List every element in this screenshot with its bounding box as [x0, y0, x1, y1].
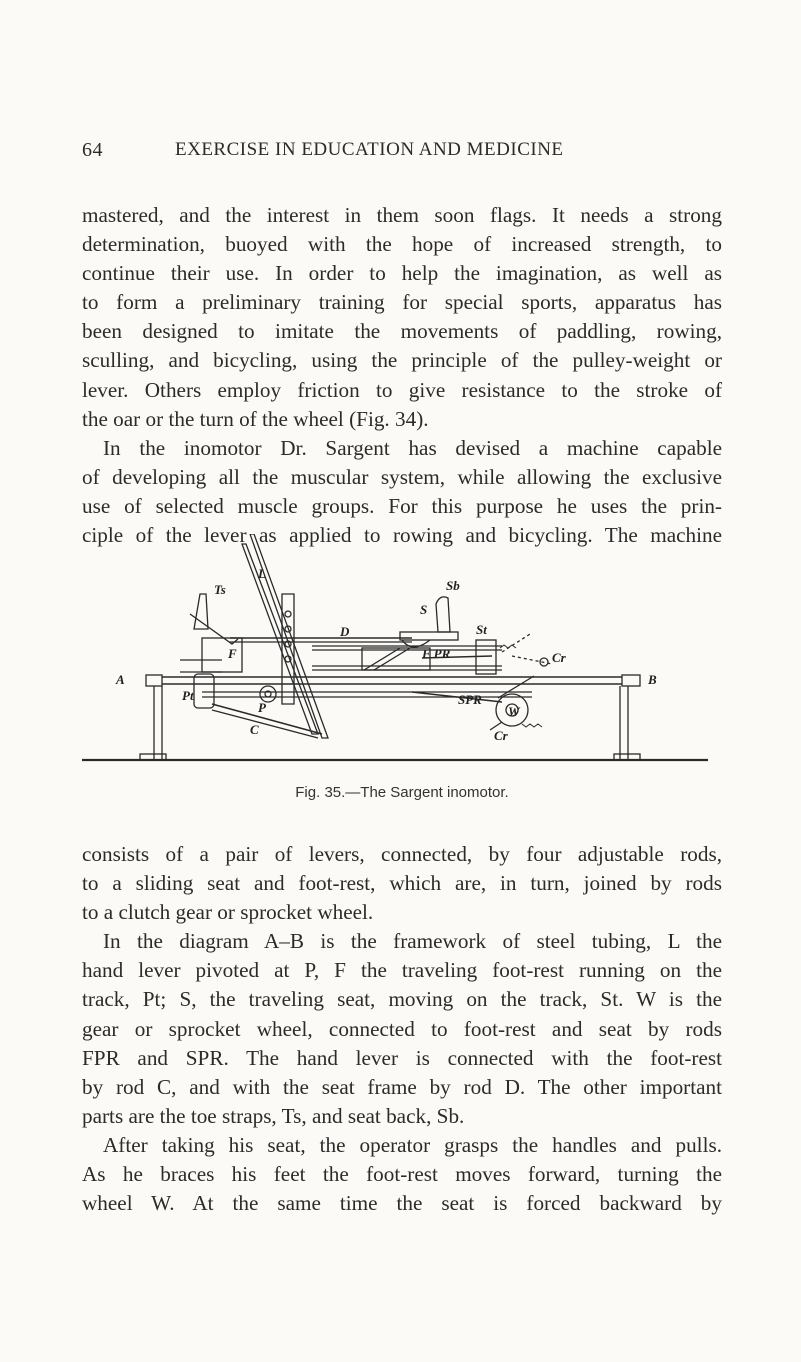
label-FPR: F PR — [422, 646, 451, 661]
text-line: by rod C, and with the seat frame by rod D. The other important — [82, 1074, 722, 1099]
text-line: lever. Others employ friction to give resistance to the stroke of — [82, 377, 722, 402]
text-line: the oar or the turn of the wheel (Fig. 34). — [82, 406, 429, 431]
text-line: In the inomotor Dr. Sargent has devised a machine capable — [103, 435, 722, 460]
text-line: track, Pt; S, the traveling seat, moving on the track, St. W is the — [82, 987, 722, 1012]
text-line: As he braces his feet the foot-rest moves forward, turning the — [82, 1162, 722, 1187]
page-number: 64 — [82, 139, 103, 161]
text-line: determination, buoyed with the hope of increased strength, to — [82, 232, 722, 257]
label-C: C — [250, 722, 259, 737]
label-D: D — [340, 624, 350, 639]
text-block-bottom — [82, 840, 722, 1218]
text-line: parts are the toe straps, Ts, and seat back, Sb. — [82, 1103, 465, 1128]
text-line: to a sliding seat and foot-rest, which are, in turn, joined by rods — [82, 871, 722, 896]
text-line: In the diagram A–B is the framework of steel tubing, L the — [103, 929, 722, 954]
label-B: B — [648, 672, 657, 687]
text-line: been designed to imitate the movements of paddling, rowing, — [82, 319, 722, 344]
text-line: mastered, and the interest in them soon flags. It needs a strong — [82, 203, 722, 227]
text-line: After taking his seat, the operator grasps the handles and pulls. — [103, 1132, 722, 1157]
label-Cr-top: Cr — [552, 650, 566, 665]
label-W: W — [508, 704, 520, 719]
text-line: to form a preliminary training for special sports, apparatus has — [82, 290, 722, 315]
label-Ts: Ts — [214, 582, 226, 597]
inomotor-line-drawing — [82, 534, 722, 774]
label-A: A — [116, 672, 125, 687]
label-S: S — [420, 602, 428, 617]
label-Pt: Pt — [182, 688, 194, 703]
text-line: sculling, and bicycling, using the principle of the pulley-weight or — [82, 348, 722, 373]
text-line: wheel W. At the same time the seat is forced backward by — [82, 1191, 722, 1216]
page-header — [82, 139, 722, 163]
label-Cr-bottom: Cr — [494, 728, 508, 743]
inomotor-diagram — [82, 534, 722, 774]
text-line: use of selected muscle groups. For this purpose he uses the prin- — [82, 493, 722, 518]
figure-caption: Fig. 35.—The Sargent inomotor. — [295, 784, 509, 801]
text-block-top — [82, 201, 722, 550]
label-F: F — [228, 646, 237, 661]
label-L: L — [258, 566, 266, 581]
text-line: of developing all the muscular system, while allowing the exclusive — [82, 464, 722, 489]
text-line: gear or sprocket wheel, connected to foot-rest and seat by rods — [82, 1016, 722, 1041]
label-Sb: Sb — [446, 578, 460, 593]
text-line: FPR and SPR. The hand lever is connected with the foot-rest — [82, 1045, 722, 1070]
text-line: to a clutch gear or sprocket wheel. — [82, 900, 374, 925]
label-SPR: SPR — [458, 692, 482, 707]
text-line: consists of a pair of levers, connected, by four adjustable rods, — [82, 842, 722, 866]
text-line: hand lever pivoted at P, F the traveling foot-rest running on the — [82, 958, 722, 983]
text-line: continue their use. In order to help the imagination, as well as — [82, 261, 722, 286]
label-P: P — [258, 700, 266, 715]
running-title: EXERCISE IN EDUCATION AND MEDICINE — [175, 139, 564, 160]
text-line: ciple of the lever as applied to rowing and bicycling. The machine — [82, 523, 722, 548]
label-St: St — [476, 622, 487, 637]
